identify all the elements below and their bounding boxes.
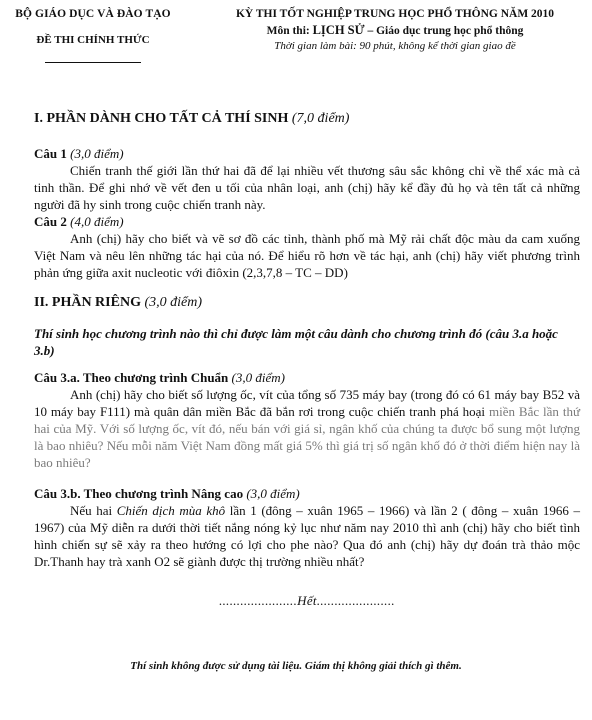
section-2-points: (3,0 điểm) xyxy=(144,295,203,310)
ministry-name: BỘ GIÁO DỤC VÀ ĐÀO TẠO xyxy=(15,8,171,20)
section-1-points: (7,0 điểm) xyxy=(291,111,350,126)
question-3a-text xyxy=(34,386,580,471)
question-1-text: Chiến tranh thế giới lần thứ hai đã để lại nhiều vết thương sâu sắc không chỉ về thể xác mà cả tinh thần. Để ghi nhớ về vết đen u tối của nhân loại, anh (chị) hãy kể đầy đủ họ và tên tất cả những người đã hy sinh trong cuộc chiến tranh này. xyxy=(34,163,580,212)
question-2-text: Anh (chị) hãy cho biết và vẽ sơ đồ các tỉnh, thành phố mà Mỹ rải chất độc màu da cam xuống Việt Nam và nêu lên những tác hại của nó. Để hiểu rõ hơn về tác hại, anh (chị) hãy viết phương trình phản ứng giữa axit nucleotic với điôxin (2,3,7,8 – TC – DD) xyxy=(34,231,580,280)
question-3a-text-main: Anh (chị) hãy cho biết số lượng ốc, vít của tổng số 735 máy bay (trong đó có 61 máy bay B52 và 10 máy bay F111) mà quân dân miền Bắc đã bắn rơi trong cuộc chiến tranh phá hoại xyxy=(34,387,580,419)
question-2-label: Câu 2 xyxy=(34,214,71,229)
exam-body xyxy=(34,110,580,609)
question-2-points: (4,0 điểm) xyxy=(70,214,124,229)
question-3b-label: Câu 3.b. Theo chương trình Nâng cao xyxy=(34,486,247,501)
question-3b-text-start: Nếu hai xyxy=(70,503,117,518)
question-3a-text-faded: miền Bắc lần thứ hai của Mỹ. Với số lượng ốc, vít đó, nếu bán với giá sỉ, ngân khố của chúng ta được bổ sung một lượng là bao nhiêu? Nếu mỗi năm Việt Nam đồng mất giá 5% thì giá trị số ngân khố đó ở thời điểm hiện nay là bao nhiêu? xyxy=(34,404,581,470)
question-3b-heading xyxy=(34,485,580,502)
section-2-note: Thí sinh học chương trình nào thì chỉ được làm một câu dành cho chương trình đó (câu 3.a hoặc 3.b) xyxy=(34,326,558,358)
header-left xyxy=(8,8,178,63)
subject-name: LỊCH SỬ xyxy=(312,23,365,37)
question-3b-text-rest: lần 1 (đông – xuân 1965 – 1966) và lần 2 ( đông – xuân 1966 – 1967) của Mỹ diễn ra dưới thời tiết nắng nóng kỷ lục như năm nay 2010 thì anh (chị) hãy cho biết tình hình chiến sự sẽ xảy ra theo hướng có lợi cho phe nào? Qua đó anh (chị) hãy dự đoán trà thảo mộc Dr.Thanh hay trà xanh O2 sẽ giành được thị trường nhiều nhất? xyxy=(34,503,580,569)
question-3a-label: Câu 3.a. Theo chương trình Chuẩn xyxy=(34,370,232,385)
question-2-heading xyxy=(34,213,580,230)
official-exam-label: ĐỀ THI CHÍNH THỨC xyxy=(36,34,150,46)
question-1-label: Câu 1 xyxy=(34,146,71,161)
question-3a-heading xyxy=(34,369,580,386)
question-1-heading xyxy=(34,145,580,162)
subject-prefix: Môn thi: xyxy=(266,25,313,37)
end-mark: ......................Hết...................... xyxy=(219,593,395,608)
section-1-label: I. PHẦN DÀNH CHO TẤT CẢ THÍ SINH xyxy=(34,111,292,126)
header-right xyxy=(210,8,580,52)
subject-line xyxy=(210,23,580,38)
section-1-title xyxy=(34,110,580,127)
exam-title: KỲ THI TỐT NGHIỆP TRUNG HỌC PHỔ THÔNG NĂM 2010 xyxy=(235,8,555,20)
section-2-title xyxy=(34,294,580,311)
question-3b-campaign-name: Chiến dịch mùa khô xyxy=(116,503,226,518)
section-2-label: II. PHẦN RIÊNG xyxy=(34,295,145,310)
question-3a-points: (3,0 điểm) xyxy=(231,370,285,385)
time-limit: Thời gian làm bài: 90 phút, không kể thời gian giao đề xyxy=(274,40,516,52)
question-3b-text xyxy=(34,502,580,570)
header-rule xyxy=(45,62,141,63)
question-3b-points: (3,0 điểm) xyxy=(246,486,300,501)
subject-suffix: – Giáo dục trung học phổ thông xyxy=(364,25,524,37)
footer-note: Thí sinh không được sử dụng tài liệu. Giám thị không giải thích gì thêm. xyxy=(130,660,462,672)
question-1-points: (3,0 điểm) xyxy=(70,146,124,161)
